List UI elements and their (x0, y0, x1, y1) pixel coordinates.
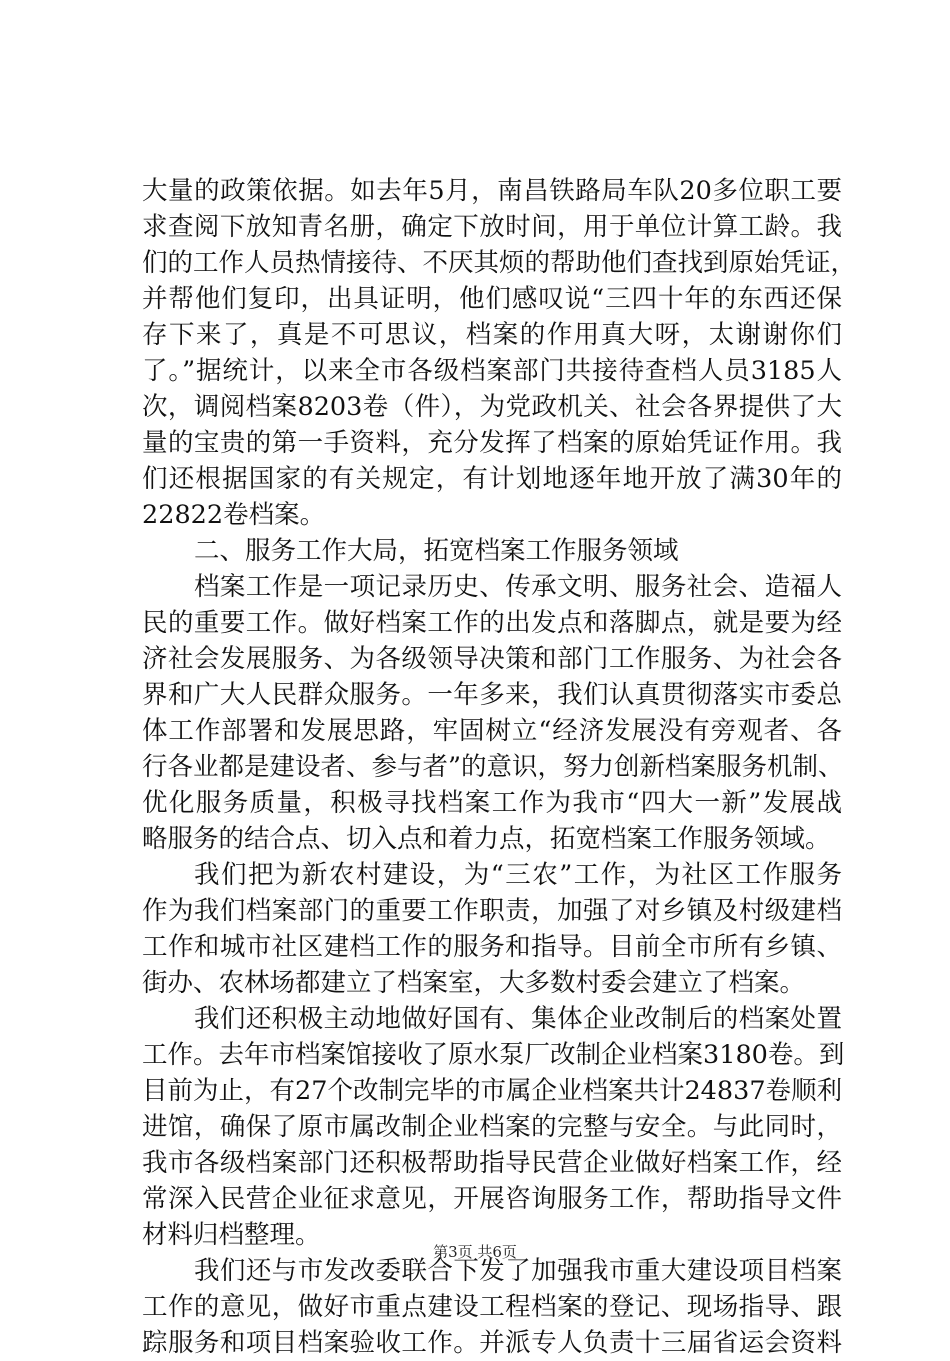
text-line: 大量的政策依据。如去年5月，南昌铁路局车队20多位职工要 (142, 176, 842, 206)
document-body (142, 173, 857, 1361)
text-line: 工作。去年市档案馆接收了原水泵厂改制企业档案3180卷。到 (142, 1040, 845, 1070)
text-line: 我们把为新农村建设，为“三农”工作，为社区工作服务 (194, 860, 842, 890)
page-number-footer: 第3页 共6页 (433, 1243, 517, 1261)
text-line: 工作的意见，做好市重点建设工程档案的登记、现场指导、跟 (142, 1292, 842, 1322)
text-line: 我们还与市发改委联合下发了加强我市重大建设项目档案 (194, 1256, 842, 1286)
text-line: 我市各级档案部门还积极帮助指导民营企业做好档案工作，经 (142, 1148, 842, 1178)
text-line: 济社会发展服务、为各级领导决策和部门工作服务、为社会各 (142, 644, 842, 674)
text-line: 行各业都是建设者、参与者”的意识，努力创新档案服务机制、 (142, 752, 844, 782)
text-line: 们的工作人员热情接待、不厌其烦的帮助他们查找到原始凭证， (142, 248, 857, 278)
text-line: 存下来了，真是不可思议，档案的作用真大呀，太谢谢你们 (142, 320, 842, 350)
text-line: 民的重要工作。做好档案工作的出发点和落脚点，就是要为经 (142, 608, 842, 638)
text-line: 工作和城市社区建档工作的服务和指导。目前全市所有乡镇、 (142, 932, 842, 962)
text-line: 档案工作是一项记录历史、传承文明、服务社会、造福人 (194, 572, 842, 602)
text-line: 体工作部署和发展思路，牢固树立“经济发展没有旁观者、各 (142, 716, 842, 746)
text-line: 界和广大人民群众服务。一年多来，我们认真贯彻落实市委总 (142, 680, 842, 710)
text-line: 目前为止，有27个改制完毕的市属企业档案共计24837卷顺利 (142, 1076, 843, 1106)
text-line: 22822卷档案。 (142, 500, 326, 530)
text-line: 次，调阅档案8203卷（件），为党政机关、社会各界提供了大 (142, 392, 842, 422)
text-line: 踪服务和项目档案验收工作。并派专人负责十三届省运会资料 (142, 1328, 842, 1358)
text-line: 街办、农林场都建立了档案室，大多数村委会建立了档案。 (142, 968, 806, 998)
text-line: 作为我们档案部门的重要工作职责，加强了对乡镇及村级建档 (142, 896, 842, 926)
text-line: 求查阅下放知青名册，确定下放时间，用于单位计算工龄。我 (142, 212, 842, 242)
text-line: 并帮他们复印，出具证明，他们感叹说“三四十年的东西还保 (142, 284, 842, 314)
text-line: 量的宝贵的第一手资料，充分发挥了档案的原始凭证作用。我 (142, 428, 842, 458)
text-line: 常深入民营企业征求意见，开展咨询服务工作，帮助指导文件 (142, 1184, 842, 1214)
text-line: 略服务的结合点、切入点和着力点，拓宽档案工作服务领域。 (142, 824, 831, 854)
text-line: 我们还积极主动地做好国有、集体企业改制后的档案处置 (194, 1004, 842, 1034)
text-line: 二、服务工作大局，拓宽档案工作服务领域 (194, 536, 679, 566)
text-line: 优化服务质量，积极寻找档案工作为我市“四大一新”发展战 (142, 788, 842, 818)
text-line: 们还根据国家的有关规定，有计划地逐年地开放了满30年的 (142, 464, 842, 494)
text-line: 材料归档整理。 (142, 1220, 321, 1250)
text-line: 了。”据统计，以来全市各级档案部门共接待查档人员3185人 (142, 356, 842, 386)
text-line: 进馆，确保了原市属改制企业档案的完整与安全。与此同时， (142, 1112, 842, 1142)
